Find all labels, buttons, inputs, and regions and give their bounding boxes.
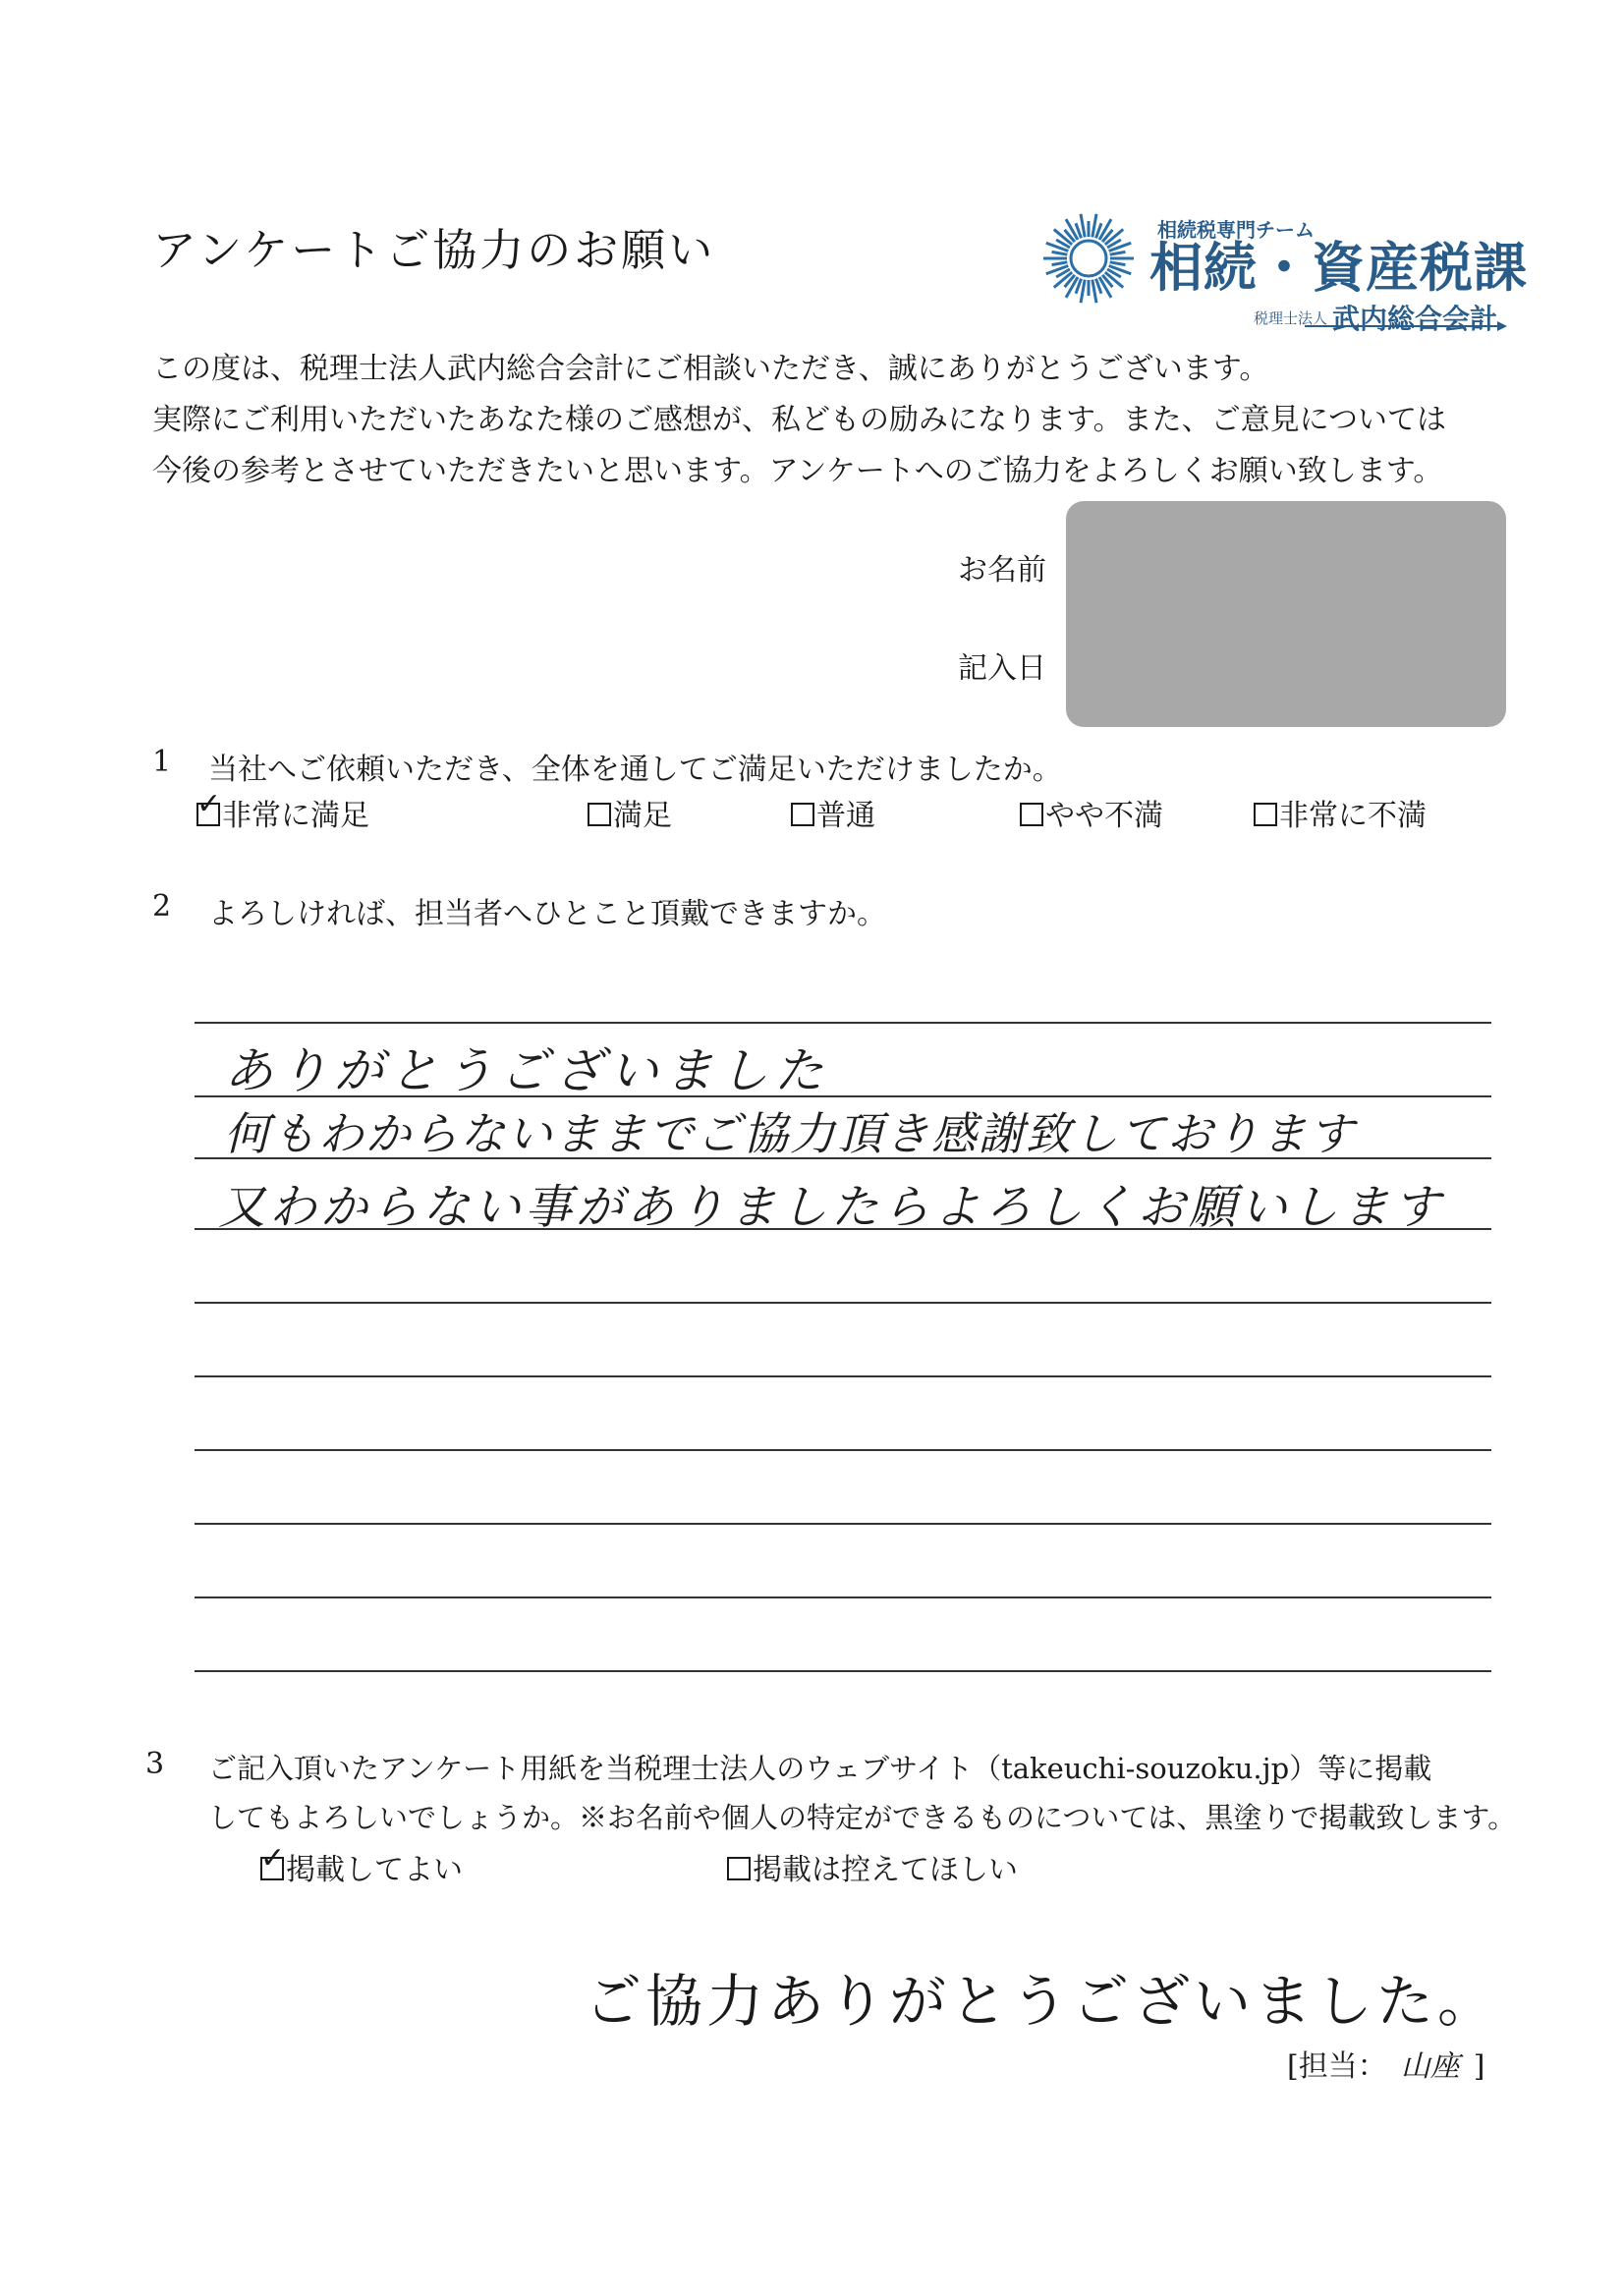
intro-line: 今後の参考とさせていただきたいと思います。アンケートへのご協力をよろしくお願い致します。 — [152, 454, 1443, 488]
logo-ray — [1110, 252, 1126, 254]
answer-rule — [195, 1449, 1491, 1451]
logo-ray — [1081, 214, 1085, 238]
date-label: 記入日 — [958, 651, 1046, 686]
staff-signature — [1287, 2042, 1484, 2085]
answer-rule — [195, 1523, 1491, 1525]
q1-option-satisfied[interactable] — [588, 791, 672, 834]
q1-option-neutral[interactable] — [791, 791, 875, 834]
thank-you-message: ご協力ありがとうございました。 — [585, 1968, 1499, 2035]
logo-ray — [1092, 280, 1096, 304]
name-label: お名前 — [958, 553, 1046, 588]
logo-ray — [1081, 280, 1085, 304]
staff-name: 山座 — [1400, 2049, 1460, 2084]
handwritten-answer-line: 又わからない事がありましたらよろしくお願いします — [218, 1180, 1445, 1235]
check-mark-icon: ✓ — [260, 1841, 286, 1876]
handwritten-answer-line: 何もわからないままでご協力頂き感謝致しております — [224, 1107, 1356, 1160]
logo-firm-name: 武内総合会計 — [1332, 303, 1498, 335]
checkbox[interactable] — [791, 803, 814, 826]
handwritten-answer-line: ありがとうございました — [224, 1042, 829, 1099]
option-label: 非常に不満 — [1279, 799, 1427, 833]
checkbox[interactable] — [1020, 803, 1043, 826]
logo-ray — [1092, 214, 1096, 238]
question-3-text: ご記入頂いたアンケート用紙を当税理士法人のウェブサイト（takeuchi-souzoku.jp）等に掲載 — [208, 1752, 1432, 1785]
logo-ray — [1052, 262, 1068, 265]
option-label: 掲載は控えてほしい — [753, 1853, 1018, 1887]
answer-rule — [195, 1596, 1491, 1598]
option-label: 非常に満足 — [222, 799, 369, 833]
intro-line: この度は、税理士法人武内総合会計にご相談いただき、誠にありがとうございます。 — [152, 352, 1269, 386]
redaction-box — [1066, 501, 1506, 727]
q1-option-very-satisfied[interactable] — [196, 787, 369, 834]
option-label: やや不満 — [1045, 799, 1163, 833]
check-mark-icon: ✓ — [196, 787, 222, 821]
checkbox[interactable] — [196, 787, 222, 826]
intro-paragraph — [152, 344, 1446, 497]
option-label: 満足 — [613, 799, 672, 833]
q1-option-very-dissatisfied[interactable] — [1254, 791, 1427, 834]
staff-label: [担当： — [1287, 2049, 1387, 2084]
checkbox[interactable] — [727, 1857, 751, 1880]
page-title: アンケートご協力のお願い — [152, 224, 716, 276]
checkbox[interactable] — [260, 1841, 286, 1880]
checkbox[interactable] — [1254, 803, 1277, 826]
staff-bracket-close: ] — [1473, 2049, 1485, 2084]
question-number: 3 — [145, 1747, 165, 1781]
logo-main-text: 相続・資産税課 — [1149, 237, 1528, 299]
logo-tagline: 相続税専門チーム — [1157, 218, 1315, 242]
option-label: 掲載してよい — [286, 1853, 463, 1887]
logo-ray — [1052, 252, 1068, 254]
checkbox[interactable] — [588, 803, 611, 826]
q1-option-somewhat-dissatisfied[interactable] — [1020, 791, 1163, 834]
intro-line: 実際にご利用いただいたあなた様のご感想が、私どもの励みになります。また、ご意見については — [152, 403, 1446, 437]
answer-rule — [195, 1022, 1491, 1024]
answer-rule — [195, 1375, 1491, 1377]
question-number: 1 — [152, 745, 172, 779]
q3-option-decline[interactable] — [727, 1845, 1018, 1888]
answer-rule — [195, 1670, 1491, 1672]
question-1-text: 当社へご依頼いただき、全体を通してご満足いただけましたか。 — [208, 753, 1062, 787]
question-number: 2 — [152, 889, 172, 924]
question-2-text: よろしければ、担当者へひとこと頂戴できますか。 — [208, 897, 886, 931]
option-label: 普通 — [816, 799, 875, 833]
answer-rule — [195, 1302, 1491, 1304]
question-3-text: してもよろしいでしょうか。※お名前や個人の特定ができるものについては、黒塗りで掲載致します。 — [208, 1801, 1517, 1834]
logo-ray — [1110, 262, 1126, 265]
logo-small-text: 税理士法人 — [1254, 309, 1328, 327]
q3-option-allow[interactable] — [260, 1841, 463, 1888]
